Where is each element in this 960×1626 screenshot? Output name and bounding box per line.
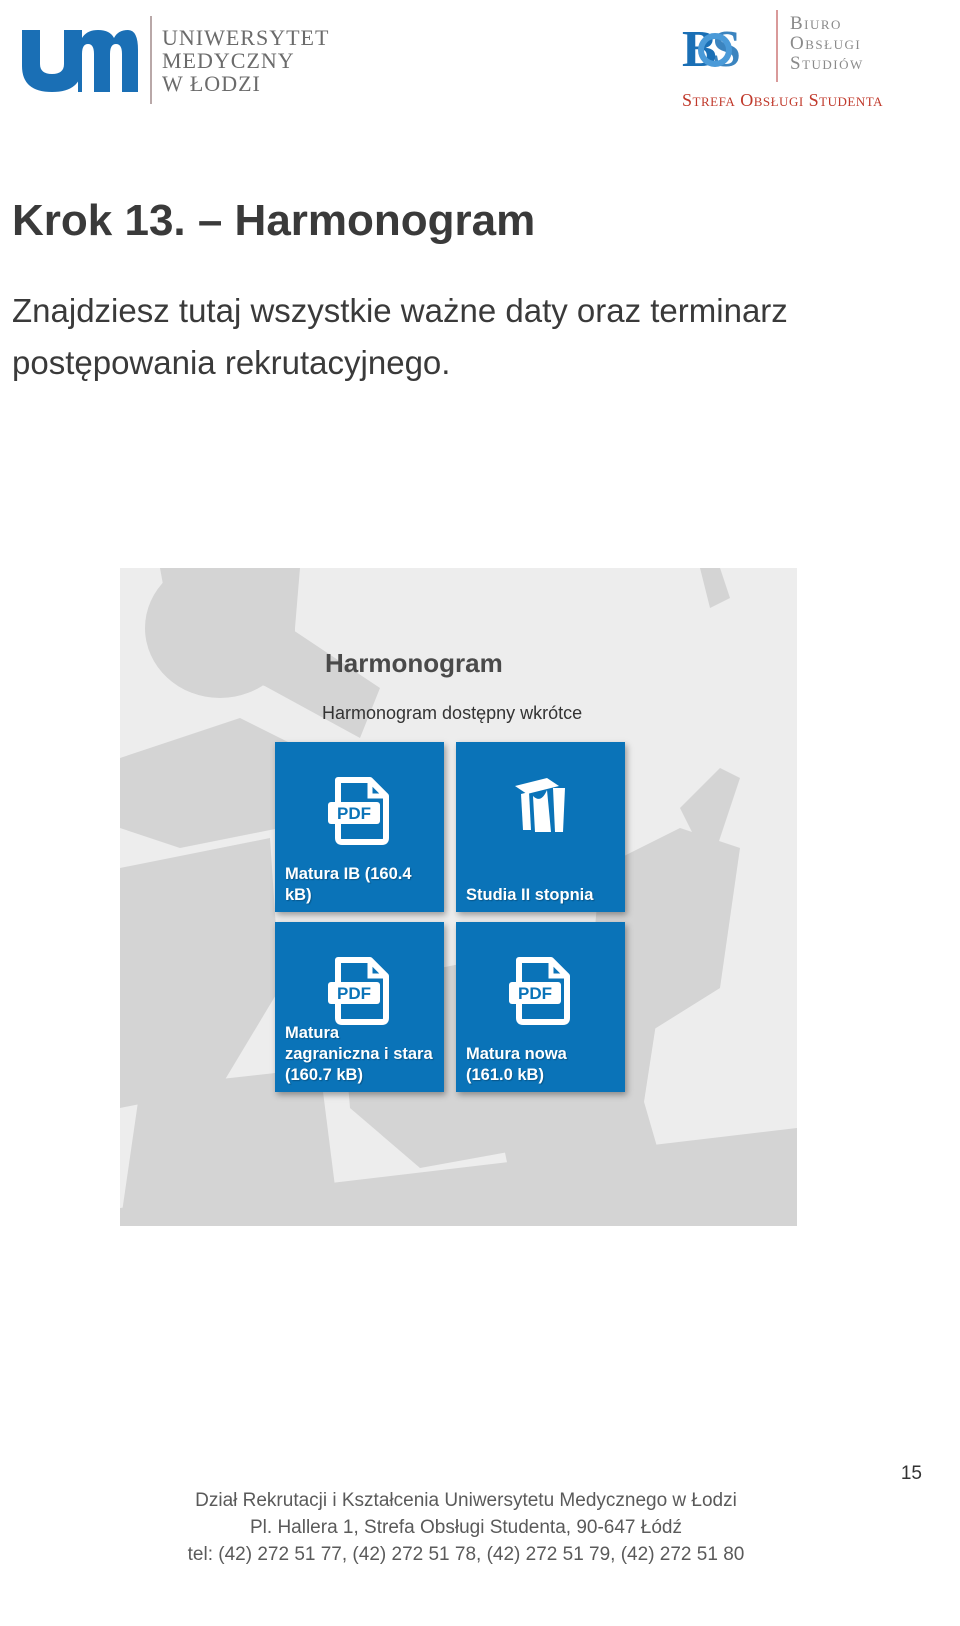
bos-logo-text (790, 14, 864, 74)
um-logo-line-2: MEDYCZNY (162, 48, 295, 73)
tile-matura-ib[interactable] (275, 742, 444, 912)
bos-logo-line-2: Obsługi (790, 33, 862, 54)
tile-matura-nowa[interactable] (456, 922, 625, 1092)
um-logo-line-1: UNIWERSYTET (162, 25, 330, 50)
tile-matura-zagraniczna[interactable] (275, 922, 444, 1092)
harmonogram-screenshot (120, 568, 797, 1226)
harmonogram-heading: Harmonogram (325, 648, 503, 678)
um-logo-line-3: W ŁODZI (162, 71, 261, 96)
tile-label: Matura IB (160.4 kB) (285, 865, 412, 904)
um-logo (22, 16, 332, 106)
page-description: Znajdziesz tutaj wszystkie ważne daty oraz terminarz postępowania rekrutacyjnego. (12, 292, 788, 381)
svg-text:S: S (712, 21, 741, 76)
bos-logo (682, 10, 952, 120)
svg-text:B: B (682, 21, 717, 76)
bos-logo-line-1: Biuro (790, 13, 842, 34)
svg-text:PDF: PDF (336, 804, 371, 823)
harmonogram-subheading: Harmonogram dostępny wkrótce (322, 703, 583, 723)
footer-line-2: Pl. Hallera 1, Strefa Obsługi Studenta, 90-647 Łódź (250, 1517, 682, 1538)
um-logo-text (162, 26, 329, 95)
footer (0, 1487, 932, 1568)
footer-line-1: Dział Rekrutacji i Kształcenia Uniwersytetu Medycznego w Łodzi (195, 1490, 737, 1511)
um-logo-divider (150, 16, 152, 104)
um-logo-mark (22, 30, 138, 92)
pdf-icon (275, 776, 444, 856)
tile-studia-ii-stopnia[interactable] (456, 742, 625, 912)
tile-label: Matura zagraniczna i stara (160.7 kB) (285, 1024, 433, 1084)
bos-logo-line-3: Studiów (790, 53, 864, 74)
bos-logo-tagline: Strefa Obsługi Studenta (682, 90, 884, 110)
bos-logo-mark (682, 16, 754, 76)
pdf-icon (456, 956, 625, 1036)
tile-label: Matura nowa (161.0 kB) (466, 1045, 567, 1084)
page-title: Krok 13. – Harmonogram (12, 196, 536, 245)
graduate-icon (456, 776, 625, 856)
svg-text:PDF: PDF (517, 984, 552, 1003)
tile-label: Studia II stopnia (466, 886, 594, 904)
footer-line-3: tel: (42) 272 51 77, (42) 272 51 78, (42) 272 51 79, (42) 272 51 80 (187, 1544, 745, 1565)
bos-logo-divider (776, 10, 778, 82)
page-number: 15 (900, 1463, 922, 1484)
svg-text:PDF: PDF (336, 984, 371, 1003)
